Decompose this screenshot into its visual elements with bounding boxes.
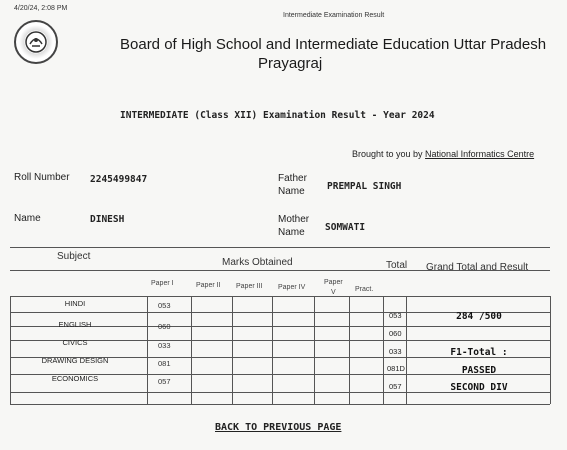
up-board-logo xyxy=(14,20,58,64)
paper1-header: Paper I xyxy=(151,280,174,287)
subject-civics: CIVICS xyxy=(62,338,88,347)
emblem-icon xyxy=(24,30,48,54)
hindi-paper1: 053 xyxy=(158,301,171,310)
credit-line xyxy=(352,149,534,159)
paper4-header: Paper IV xyxy=(278,284,306,291)
father-label-line2: Name xyxy=(278,186,305,197)
mother-label-line2: Name xyxy=(278,227,305,238)
roll-number-label: Roll Number xyxy=(14,172,70,183)
subject-hindi: HINDI xyxy=(64,299,86,308)
student-name-value: DINESH xyxy=(90,214,125,225)
english-paper1: 060 xyxy=(158,322,171,331)
print-timestamp: 4/20/24, 2:08 PM xyxy=(14,5,68,12)
board-name: Board of High School and Intermediate Education Uttar Pradesh xyxy=(120,36,547,53)
print-page-title: Intermediate Examination Result xyxy=(283,12,385,19)
back-to-previous-page-link[interactable]: BACK TO PREVIOUS PAGE xyxy=(215,422,342,433)
practical-header: Pract. xyxy=(355,286,374,293)
mother-name-value: SOMWATI xyxy=(325,222,366,233)
result-title: INTERMEDIATE (Class XII) Examination Result - Year 2024 xyxy=(120,110,435,121)
drawing-paper1: 081 xyxy=(158,359,171,368)
subject-english: ENGLISH xyxy=(58,320,92,329)
result-status: PASSED xyxy=(461,365,497,376)
roll-number-value: 2245499847 xyxy=(90,174,148,185)
division-value: SECOND DIV xyxy=(450,382,508,393)
civics-paper1: 033 xyxy=(158,341,171,350)
total-header: Total xyxy=(386,260,408,271)
economics-total: 057 xyxy=(389,382,402,391)
economics-paper1: 057 xyxy=(158,377,171,386)
student-name-label: Name xyxy=(14,213,41,224)
subject-drawing-design: DRAWING DESIGN xyxy=(41,356,109,365)
father-label-line1: Father xyxy=(278,173,307,184)
drawing-total: 081D xyxy=(387,364,405,373)
board-city: Prayagraj xyxy=(258,55,323,72)
paper5-header-line2: V xyxy=(331,289,336,296)
civics-total: 033 xyxy=(389,347,402,356)
marks-header: Marks Obtained xyxy=(222,257,293,268)
subject-header: Subject xyxy=(57,251,91,262)
grand-total-header: Grand Total and Result xyxy=(426,262,529,273)
paper5-header-line1: Paper xyxy=(324,279,343,286)
grand-total-value: 284 /500 xyxy=(456,311,502,322)
f1-total-label: F1-Total : xyxy=(450,347,508,358)
nic-link[interactable]: National Informatics Centre xyxy=(425,149,535,159)
english-total: 060 xyxy=(389,329,402,338)
father-name-value: PREMPAL SINGH xyxy=(327,181,402,192)
paper2-header: Paper II xyxy=(196,282,221,289)
hindi-total: 053 xyxy=(389,311,402,320)
credit-prefix: Brought to you by xyxy=(352,149,426,159)
mother-label-line1: Mother xyxy=(278,214,310,225)
subject-economics: ECONOMICS xyxy=(51,374,99,383)
paper3-header: Paper III xyxy=(236,283,263,290)
